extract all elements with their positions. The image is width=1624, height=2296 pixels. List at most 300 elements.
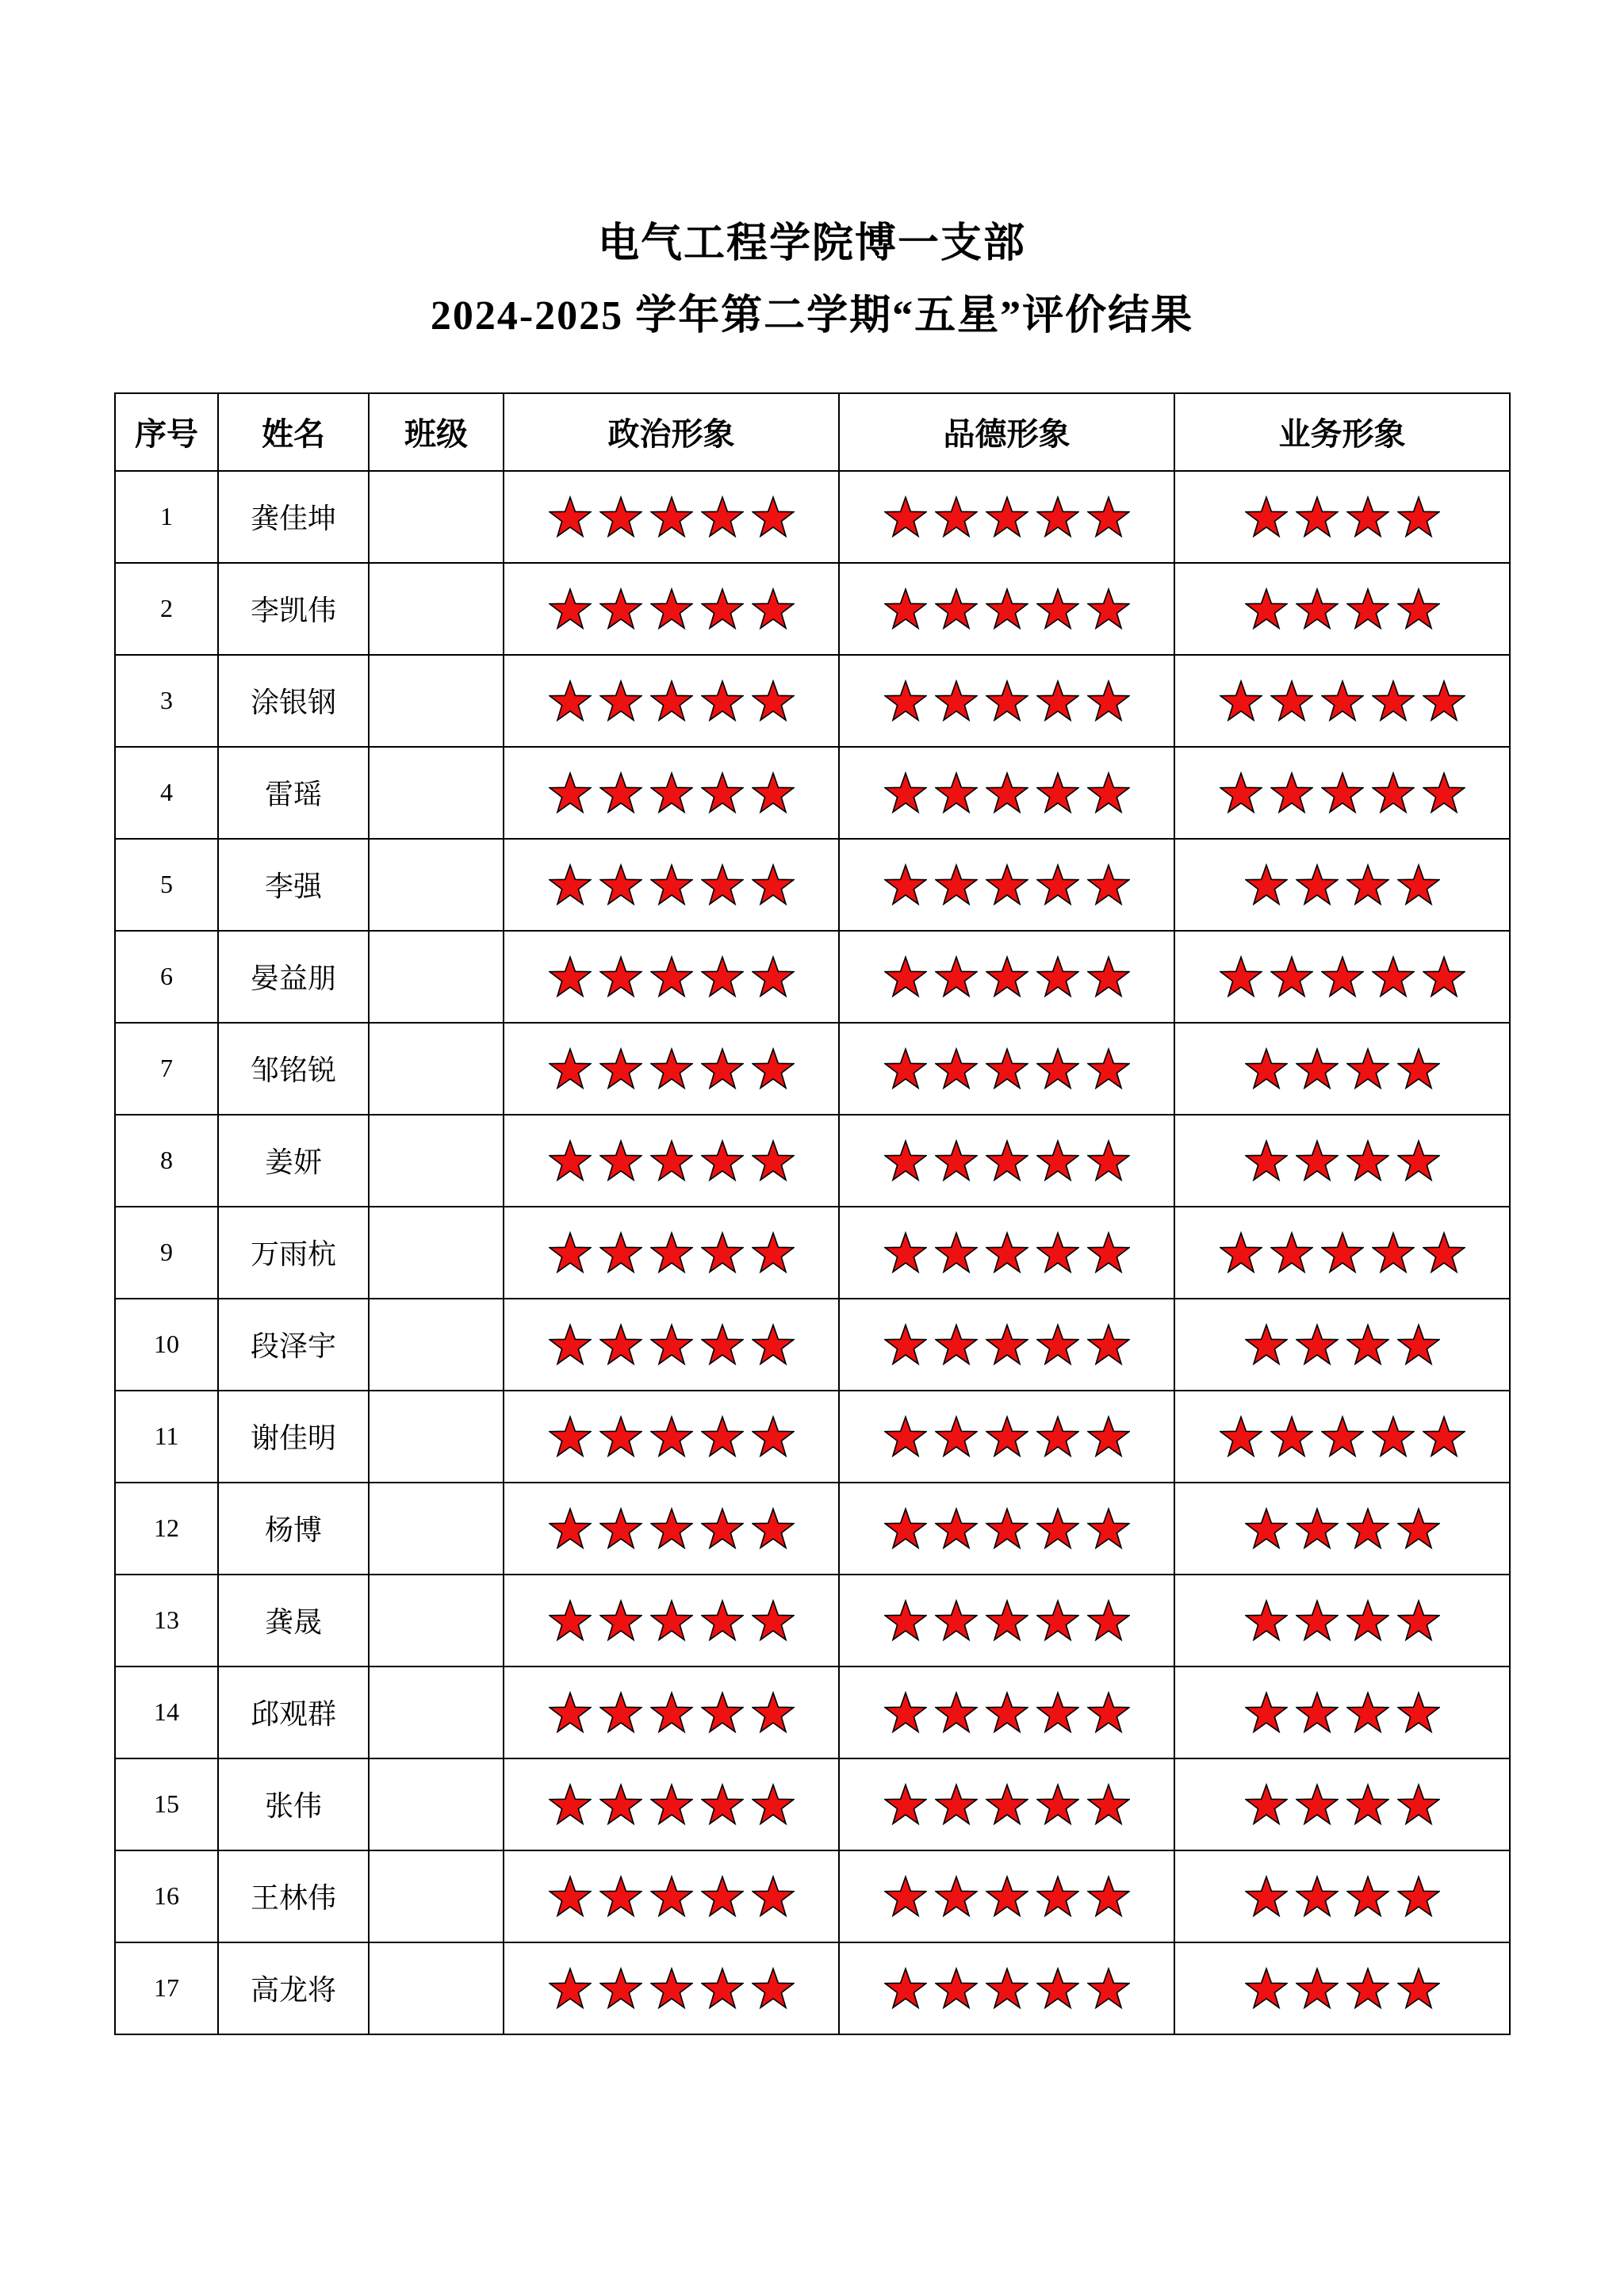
star-icon <box>1423 1415 1465 1458</box>
star-rating <box>504 587 838 630</box>
star-icon <box>1270 771 1313 814</box>
cell-class <box>369 1850 504 1942</box>
star-icon <box>1036 496 1079 538</box>
star-rating <box>504 1783 838 1826</box>
star-icon <box>1346 1323 1389 1366</box>
star-rating <box>1175 1783 1509 1826</box>
star-icon <box>650 771 693 814</box>
star-icon <box>752 496 795 538</box>
cell-business-rating <box>1174 1299 1510 1391</box>
cell-name: 龚晟 <box>218 1575 369 1667</box>
star-icon <box>701 1967 744 2010</box>
star-icon <box>986 1139 1028 1182</box>
star-rating <box>1175 1139 1509 1182</box>
cell-index: 9 <box>115 1207 218 1299</box>
star-icon <box>884 1139 927 1182</box>
star-icon <box>1245 1691 1288 1734</box>
cell-index: 1 <box>115 471 218 563</box>
star-icon <box>884 771 927 814</box>
star-icon <box>1346 1507 1389 1550</box>
star-icon <box>986 1415 1028 1458</box>
table-header <box>115 393 1510 471</box>
star-icon <box>599 1323 642 1366</box>
star-icon <box>1220 1231 1262 1274</box>
star-icon <box>1296 863 1339 906</box>
star-icon <box>935 863 978 906</box>
cell-political-rating <box>504 1207 839 1299</box>
star-icon <box>701 1507 744 1550</box>
star-icon <box>884 1415 927 1458</box>
star-icon <box>549 1139 592 1182</box>
star-icon <box>549 1783 592 1826</box>
cell-business-rating <box>1174 1023 1510 1115</box>
cell-name: 邹铭锐 <box>218 1023 369 1115</box>
star-icon <box>1397 587 1440 630</box>
star-icon <box>599 587 642 630</box>
table-body <box>115 471 1510 2034</box>
star-rating <box>1175 1415 1509 1458</box>
star-icon <box>701 1231 744 1274</box>
star-icon <box>1036 955 1079 998</box>
star-icon <box>549 1691 592 1734</box>
star-icon <box>1245 1507 1288 1550</box>
cell-name: 姜妍 <box>218 1115 369 1207</box>
star-icon <box>1397 1783 1440 1826</box>
cell-business-rating <box>1174 747 1510 839</box>
star-icon <box>935 1047 978 1090</box>
cell-business-rating <box>1174 1483 1510 1575</box>
star-icon <box>701 863 744 906</box>
star-icon <box>1423 679 1465 722</box>
table-row <box>115 839 1510 931</box>
star-rating <box>504 863 838 906</box>
star-icon <box>935 1875 978 1918</box>
star-icon <box>752 1783 795 1826</box>
star-icon <box>1036 1231 1079 1274</box>
star-rating <box>504 1691 838 1734</box>
cell-name: 邱观群 <box>218 1667 369 1758</box>
cell-class <box>369 931 504 1023</box>
star-icon <box>549 1231 592 1274</box>
cell-index: 3 <box>115 655 218 747</box>
cell-business-rating <box>1174 1850 1510 1942</box>
star-icon <box>650 1507 693 1550</box>
star-icon <box>650 496 693 538</box>
star-icon <box>935 1599 978 1642</box>
star-icon <box>1245 1967 1288 2010</box>
cell-class <box>369 1483 504 1575</box>
star-icon <box>1397 1139 1440 1182</box>
star-icon <box>701 1875 744 1918</box>
star-rating <box>840 1875 1174 1918</box>
cell-political-rating <box>504 1758 839 1850</box>
star-icon <box>986 587 1028 630</box>
star-icon <box>935 1691 978 1734</box>
star-icon <box>1087 1415 1130 1458</box>
star-icon <box>1321 1231 1364 1274</box>
cell-class <box>369 1391 504 1483</box>
star-rating <box>840 1323 1174 1366</box>
cell-business-rating <box>1174 1758 1510 1850</box>
cell-index: 2 <box>115 563 218 655</box>
cell-index: 8 <box>115 1115 218 1207</box>
cell-name: 李凯伟 <box>218 563 369 655</box>
cell-index: 12 <box>115 1483 218 1575</box>
star-icon <box>1087 1599 1130 1642</box>
cell-moral-rating <box>839 1483 1174 1575</box>
star-icon <box>1036 1507 1079 1550</box>
star-icon <box>884 496 927 538</box>
star-icon <box>599 679 642 722</box>
star-icon <box>935 1323 978 1366</box>
table-row <box>115 1299 1510 1391</box>
star-icon <box>986 1323 1028 1366</box>
star-rating <box>504 1323 838 1366</box>
star-icon <box>549 1875 592 1918</box>
star-icon <box>599 863 642 906</box>
cell-political-rating <box>504 1667 839 1758</box>
column-header-political: 政治形象 <box>504 393 839 471</box>
star-icon <box>1245 863 1288 906</box>
star-icon <box>701 496 744 538</box>
star-icon <box>986 955 1028 998</box>
cell-business-rating <box>1174 931 1510 1023</box>
star-icon <box>1397 1599 1440 1642</box>
table-row <box>115 471 1510 563</box>
star-icon <box>549 1599 592 1642</box>
star-rating <box>840 1047 1174 1090</box>
star-icon <box>1397 863 1440 906</box>
cell-political-rating <box>504 747 839 839</box>
cell-name: 谢佳明 <box>218 1391 369 1483</box>
star-icon <box>884 955 927 998</box>
star-icon <box>1270 955 1313 998</box>
cell-name: 万雨杭 <box>218 1207 369 1299</box>
cell-class <box>369 563 504 655</box>
star-icon <box>1346 1691 1389 1734</box>
table-row <box>115 1850 1510 1942</box>
star-icon <box>752 679 795 722</box>
cell-class <box>369 655 504 747</box>
star-icon <box>549 496 592 538</box>
star-rating <box>840 679 1174 722</box>
star-icon <box>549 1507 592 1550</box>
star-icon <box>1423 771 1465 814</box>
star-icon <box>1036 1047 1079 1090</box>
cell-class <box>369 839 504 931</box>
star-icon <box>1245 1323 1288 1366</box>
column-header-name: 姓名 <box>218 393 369 471</box>
star-icon <box>752 1507 795 1550</box>
star-icon <box>935 1783 978 1826</box>
table-row <box>115 563 1510 655</box>
star-icon <box>884 1875 927 1918</box>
star-icon <box>935 1507 978 1550</box>
star-icon <box>986 1783 1028 1826</box>
star-rating <box>1175 771 1509 814</box>
cell-political-rating <box>504 931 839 1023</box>
table-row <box>115 1391 1510 1483</box>
star-rating <box>840 1415 1174 1458</box>
star-icon <box>650 863 693 906</box>
star-icon <box>1245 1139 1288 1182</box>
star-icon <box>599 1231 642 1274</box>
cell-business-rating <box>1174 1667 1510 1758</box>
star-icon <box>1346 1875 1389 1918</box>
cell-political-rating <box>504 1483 839 1575</box>
star-icon <box>599 1875 642 1918</box>
cell-business-rating <box>1174 1391 1510 1483</box>
star-icon <box>1296 1691 1339 1734</box>
star-icon <box>1346 1967 1389 2010</box>
cell-index: 14 <box>115 1667 218 1758</box>
table-row <box>115 931 1510 1023</box>
star-icon <box>599 771 642 814</box>
cell-moral-rating <box>839 1575 1174 1667</box>
star-icon <box>701 1783 744 1826</box>
star-icon <box>1220 955 1262 998</box>
cell-class <box>369 747 504 839</box>
star-rating <box>504 679 838 722</box>
star-icon <box>1087 771 1130 814</box>
star-rating <box>1175 1875 1509 1918</box>
star-icon <box>1036 1875 1079 1918</box>
star-icon <box>1296 1507 1339 1550</box>
cell-index: 6 <box>115 931 218 1023</box>
cell-class <box>369 1207 504 1299</box>
star-rating <box>504 1047 838 1090</box>
star-icon <box>935 1139 978 1182</box>
star-rating <box>1175 1599 1509 1642</box>
star-rating <box>1175 1231 1509 1274</box>
cell-political-rating <box>504 563 839 655</box>
star-icon <box>1245 496 1288 538</box>
table-row <box>115 747 1510 839</box>
table-row <box>115 1207 1510 1299</box>
star-rating <box>504 1139 838 1182</box>
star-rating <box>840 1139 1174 1182</box>
star-icon <box>1036 1783 1079 1826</box>
star-icon <box>650 1323 693 1366</box>
cell-moral-rating <box>839 747 1174 839</box>
star-icon <box>1397 1875 1440 1918</box>
star-icon <box>884 679 927 722</box>
star-icon <box>549 863 592 906</box>
star-rating <box>1175 955 1509 998</box>
star-icon <box>650 955 693 998</box>
star-icon <box>986 496 1028 538</box>
star-rating <box>840 1507 1174 1550</box>
page-title-line-1: 电气工程学院博一支部 <box>597 221 1026 266</box>
star-icon <box>650 1783 693 1826</box>
star-rating <box>1175 1967 1509 2010</box>
star-icon <box>650 1231 693 1274</box>
star-icon <box>1036 1139 1079 1182</box>
star-icon <box>1346 587 1389 630</box>
cell-moral-rating <box>839 1667 1174 1758</box>
star-icon <box>1036 863 1079 906</box>
star-icon <box>884 1691 927 1734</box>
cell-moral-rating <box>839 931 1174 1023</box>
star-icon <box>1087 1139 1130 1182</box>
cell-moral-rating <box>839 471 1174 563</box>
star-icon <box>549 1967 592 2010</box>
cell-name: 杨博 <box>218 1483 369 1575</box>
star-icon <box>701 955 744 998</box>
star-icon <box>1270 679 1313 722</box>
star-icon <box>1397 1691 1440 1734</box>
cell-index: 11 <box>115 1391 218 1483</box>
star-icon <box>1036 679 1079 722</box>
star-icon <box>1087 863 1130 906</box>
cell-class <box>369 1575 504 1667</box>
star-icon <box>1321 955 1364 998</box>
cell-business-rating <box>1174 1575 1510 1667</box>
star-icon <box>1321 679 1364 722</box>
cell-name: 高龙将 <box>218 1942 369 2034</box>
star-icon <box>1296 1323 1339 1366</box>
star-rating <box>840 1783 1174 1826</box>
cell-index: 17 <box>115 1942 218 2034</box>
cell-index: 5 <box>115 839 218 931</box>
cell-political-rating <box>504 1023 839 1115</box>
page-title-line-2: 2024-2025 学年第二学期“五星”评价结果 <box>430 293 1194 339</box>
star-icon <box>884 863 927 906</box>
star-icon <box>1220 771 1262 814</box>
cell-moral-rating <box>839 1942 1174 2034</box>
star-icon <box>752 1047 795 1090</box>
cell-moral-rating <box>839 1391 1174 1483</box>
column-header-moral: 品德形象 <box>839 393 1174 471</box>
star-icon <box>701 1599 744 1642</box>
star-icon <box>701 587 744 630</box>
star-icon <box>1346 863 1389 906</box>
document-title-block <box>0 0 1624 346</box>
star-icon <box>1372 1415 1415 1458</box>
star-icon <box>752 771 795 814</box>
star-icon <box>752 587 795 630</box>
star-icon <box>1296 1967 1339 2010</box>
star-icon <box>1087 1231 1130 1274</box>
cell-political-rating <box>504 1942 839 2034</box>
table-row <box>115 1483 1510 1575</box>
star-icon <box>1087 1967 1130 2010</box>
cell-political-rating <box>504 655 839 747</box>
star-rating <box>1175 1047 1509 1090</box>
star-icon <box>1270 1415 1313 1458</box>
star-rating <box>1175 496 1509 538</box>
star-icon <box>599 1599 642 1642</box>
star-icon <box>549 1323 592 1366</box>
cell-index: 10 <box>115 1299 218 1391</box>
star-icon <box>650 1047 693 1090</box>
star-rating <box>504 496 838 538</box>
star-icon <box>935 1231 978 1274</box>
star-icon <box>752 1139 795 1182</box>
cell-name: 段泽宇 <box>218 1299 369 1391</box>
star-icon <box>884 1323 927 1366</box>
star-icon <box>1321 771 1364 814</box>
star-icon <box>1372 679 1415 722</box>
star-icon <box>1087 1323 1130 1366</box>
star-icon <box>935 496 978 538</box>
cell-class <box>369 1115 504 1207</box>
star-icon <box>1346 1139 1389 1182</box>
star-icon <box>935 1415 978 1458</box>
star-icon <box>1245 1599 1288 1642</box>
table-row <box>115 655 1510 747</box>
cell-business-rating <box>1174 839 1510 931</box>
star-icon <box>650 1691 693 1734</box>
star-icon <box>650 1139 693 1182</box>
star-icon <box>1296 1599 1339 1642</box>
star-icon <box>1036 771 1079 814</box>
star-icon <box>599 496 642 538</box>
star-rating <box>840 1599 1174 1642</box>
star-icon <box>1296 1139 1339 1182</box>
star-icon <box>1321 1415 1364 1458</box>
star-icon <box>599 1139 642 1182</box>
star-icon <box>599 1967 642 2010</box>
star-icon <box>1087 1047 1130 1090</box>
star-icon <box>549 955 592 998</box>
star-icon <box>1397 496 1440 538</box>
star-icon <box>986 679 1028 722</box>
star-icon <box>752 1323 795 1366</box>
star-icon <box>884 1783 927 1826</box>
cell-index: 4 <box>115 747 218 839</box>
star-icon <box>1245 1047 1288 1090</box>
star-icon <box>599 1691 642 1734</box>
star-icon <box>1296 587 1339 630</box>
cell-moral-rating <box>839 655 1174 747</box>
star-icon <box>1087 496 1130 538</box>
star-icon <box>1397 1047 1440 1090</box>
star-icon <box>1372 1231 1415 1274</box>
star-icon <box>701 1047 744 1090</box>
star-icon <box>1036 1323 1079 1366</box>
star-icon <box>986 1875 1028 1918</box>
star-icon <box>599 955 642 998</box>
star-icon <box>1397 1967 1440 2010</box>
star-icon <box>752 1415 795 1458</box>
star-icon <box>1270 1231 1313 1274</box>
table-row <box>115 1667 1510 1758</box>
star-rating <box>504 1415 838 1458</box>
star-icon <box>1087 587 1130 630</box>
star-icon <box>752 1231 795 1274</box>
star-icon <box>549 771 592 814</box>
cell-name: 龚佳坤 <box>218 471 369 563</box>
table-row <box>115 1942 1510 2034</box>
cell-class <box>369 1023 504 1115</box>
column-header-class: 班级 <box>369 393 504 471</box>
star-icon <box>884 1507 927 1550</box>
star-icon <box>1245 1875 1288 1918</box>
star-icon <box>986 1967 1028 2010</box>
cell-moral-rating <box>839 839 1174 931</box>
star-icon <box>1296 1047 1339 1090</box>
star-rating <box>840 1967 1174 2010</box>
cell-name: 李强 <box>218 839 369 931</box>
table-row <box>115 1115 1510 1207</box>
star-icon <box>752 1691 795 1734</box>
star-icon <box>701 1139 744 1182</box>
star-icon <box>986 863 1028 906</box>
cell-political-rating <box>504 1391 839 1483</box>
cell-business-rating <box>1174 1942 1510 2034</box>
star-icon <box>986 1231 1028 1274</box>
